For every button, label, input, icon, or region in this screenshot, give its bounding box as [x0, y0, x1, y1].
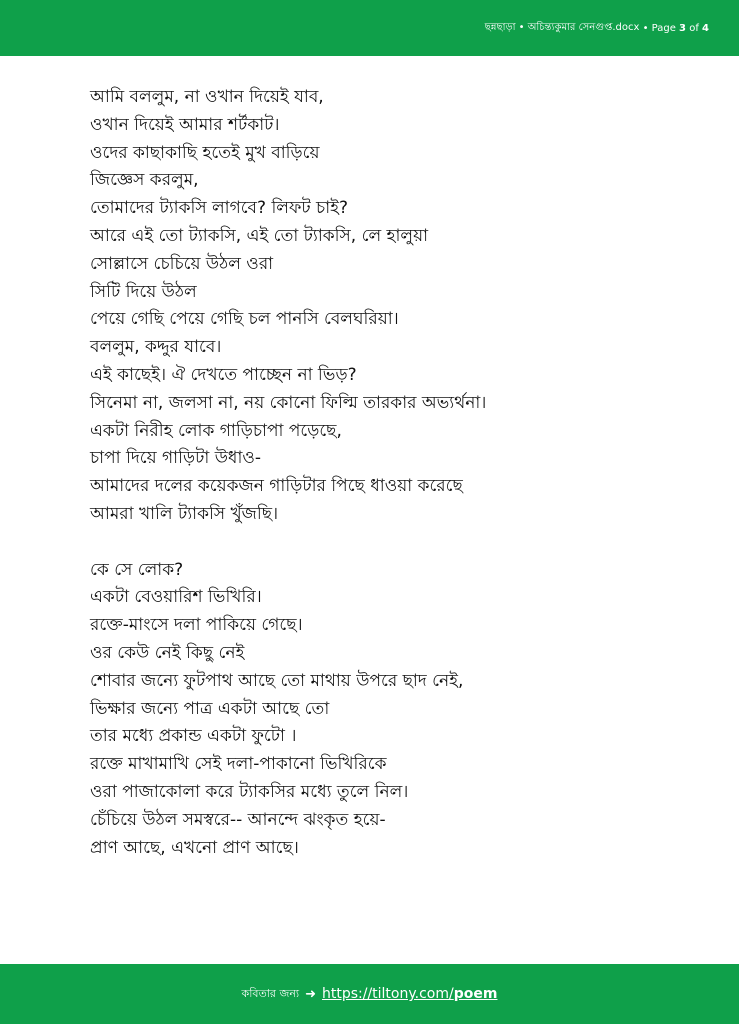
poem-line: চেঁচিয়ে উঠল সমস্বরে-- আনন্দে ঝংকৃত হয়ে- [90, 809, 386, 830]
poem-line: আরে এই তো ট্যাকসি, এই তো ট্যাকসি, লে হালুয়া [90, 225, 429, 246]
poem-line: সিটি দিয়ে উঠল [90, 281, 197, 302]
document-title: ছন্নছাড়া • অচিন্ত্যকুমার সেনগুপ্ত.docx [484, 21, 640, 33]
poem-line: তোমাদের ট্যাকসি লাগবে? লিফট চাই? [90, 198, 349, 219]
poem-line: এই কাছেই। ঐ দেখতে পাচ্ছেন না ভিড়? [90, 364, 357, 385]
poem-line: বললুম, কদ্দুর যাবে। [90, 337, 222, 358]
poem-link[interactable] [322, 986, 497, 1002]
poem-line: সিনেমা না, জলসা না, নয় কোনো ফিল্মি তারকার অভ্যর্থনা। [90, 392, 487, 413]
arrow-right-icon: ➜ [305, 986, 316, 1002]
poem-line: ওরা পাজাকোলা করে ট্যাকসির মধ্যে তুলে নিল। [90, 781, 409, 802]
page-total: 4 [702, 22, 709, 34]
poem-line: সোল্লাসে চেচিয়ে উঠল ওরা [90, 253, 274, 274]
page-current: 3 [679, 22, 687, 34]
poem-line: ভিক্ষার জন্যে পাত্র একটা আছে তো [90, 698, 330, 719]
poem-line: জিজ্ঞেস করলুম, [90, 170, 199, 191]
footer-prefix: কবিতার জন্য [241, 986, 300, 1000]
poem-line: ওখান দিয়েই আমার শর্টকাট। [90, 114, 280, 135]
stanza-1 [90, 84, 710, 529]
poem-line: প্রাণ আছে, এখনো প্রাণ আছে। [90, 837, 299, 858]
poem-line: একটা বেওয়ারিশ ভিখিরি। [90, 587, 262, 608]
poem-line: তার মধ্যে প্রকান্ড একটা ফুটো । [90, 726, 297, 747]
poem-line: আমরা খালি ট্যাকসি খুঁজছি। [90, 503, 279, 524]
page-header [0, 0, 739, 56]
poem-line: ওর কেউ নেই কিছু নেই [90, 642, 245, 663]
poem-line: একটা নিরীহ লোক গাড়িচাপা পড়েছে, [90, 420, 342, 441]
stanza-2 [90, 557, 710, 863]
poem-line: আমাদের দলের কয়েকজন গাড়িটার পিছে ধাওয়া করেছে [90, 476, 463, 497]
poem-line: ওদের কাছাকাছি হতেই মুখ বাড়িয়ে [90, 142, 320, 163]
page-label: • Page [642, 22, 676, 34]
poem-line: রক্তে মাখামাখি সেই দলা-পাকানো ভিখিরিকে [90, 754, 387, 775]
poem-line: পেয়ে গেছি পেয়ে গেছি চল পানসি বেলঘরিয়া। [90, 309, 399, 330]
poem-line: কে সে লোক? [90, 559, 184, 580]
poem-body [90, 84, 710, 862]
page-footer [0, 964, 739, 1024]
poem-line: চাপা দিয়ে গাড়িটা উধাও- [90, 448, 262, 469]
poem-link-bold[interactable]: poem [453, 986, 498, 1002]
stanza-break [90, 529, 710, 557]
poem-link-base[interactable]: https://tiltony.com/ [321, 986, 454, 1002]
poem-line: শোবার জন্যে ফুটপাথ আছে তো মাথায় উপরে ছাদ নেই, [90, 670, 464, 691]
poem-line: রক্তে-মাংসে দলা পাকিয়ে গেছে। [90, 615, 303, 636]
page-of: of [689, 22, 699, 34]
poem-line: আমি বললুম, না ওখান দিয়েই যাব, [90, 87, 324, 107]
